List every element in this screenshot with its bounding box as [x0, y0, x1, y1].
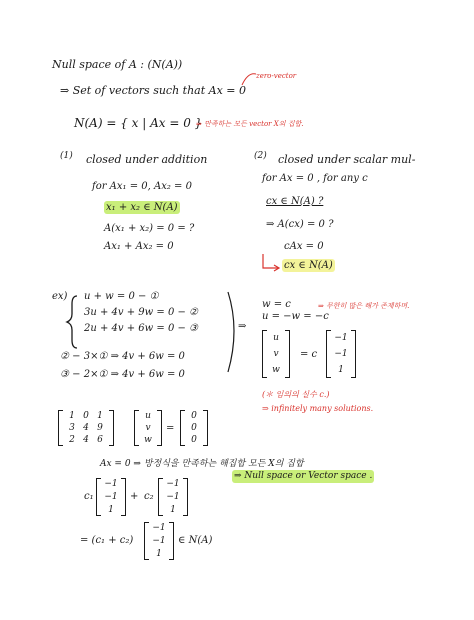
example-label: ex)	[52, 291, 68, 302]
item-1-line3: A(x₁ + x₂) = 0 = ?	[104, 223, 195, 234]
vec-cell: −1	[334, 333, 348, 343]
equals-c: = c	[300, 349, 318, 360]
infinitely-many-note: ⇒ infinitely many solutions.	[262, 404, 374, 413]
equation-1: u + w = 0 − ①	[84, 291, 159, 302]
basis-vector-sum	[144, 522, 174, 560]
item-1-line1: for Ax₁ = 0, Ax₂ = 0	[92, 181, 192, 192]
matrix-cell: 1	[69, 411, 75, 421]
basis-vector-1	[96, 478, 126, 516]
solution-vector-uvw	[262, 330, 290, 378]
u-equals-neg-c: u = −w = −c	[262, 311, 329, 322]
plus-sign: +	[130, 491, 139, 502]
vec-cell: 1	[108, 504, 114, 515]
matrix-cell: 9	[97, 423, 103, 433]
reduction-1: ② − 3×① ⇒ 4v + 6w = 0	[60, 351, 185, 362]
vec-cell: w	[144, 435, 152, 445]
page-title: Null space of A : (N(A))	[52, 58, 183, 71]
set-note: ⇒ 만족하는 모든 vector X의 집합.	[196, 120, 304, 128]
vec-cell: −1	[152, 523, 166, 534]
item-2-line3: ⇒ A(cx) = 0 ?	[266, 219, 334, 230]
null-space-conclusion: ⇒ Null space or Vector space .	[234, 471, 373, 481]
vector-x	[134, 410, 162, 446]
direction-vector	[326, 330, 356, 378]
item-2-line1: for Ax = 0 , for any c	[262, 173, 368, 184]
c2-label: c₂	[144, 491, 154, 502]
vec-cell: 0	[191, 411, 197, 421]
matrix-cell: 4	[83, 435, 89, 445]
reduction-2: ③ − 2×① ⇒ 4v + 6w = 0	[60, 369, 185, 380]
vec-cell: v	[273, 349, 279, 359]
matrix-cell: 2	[69, 435, 75, 445]
sum-coefficient: = (c₁ + c₂)	[80, 535, 134, 546]
item-1-line4: Ax₁ + Ax₂ = 0	[104, 241, 174, 252]
line-definition: ⇒ Set of vectors such that Ax = 0	[60, 84, 247, 97]
vec-cell: 0	[191, 423, 197, 433]
c1-label: c₁	[84, 491, 94, 502]
vec-cell: −1	[104, 491, 118, 502]
vec-cell: −1	[334, 349, 348, 359]
vec-cell: −1	[166, 491, 180, 502]
membership-N-A: ∈ N(A)	[178, 535, 213, 546]
item-2-heading: closed under scalar mul-	[278, 153, 416, 166]
zero-vector-note: zero-vector	[256, 72, 297, 80]
basis-vector-2	[158, 478, 188, 516]
vec-cell: 1	[156, 548, 162, 559]
vec-cell: −1	[166, 479, 180, 490]
vec-cell: −1	[152, 535, 166, 546]
vec-cell: 1	[338, 365, 344, 375]
vec-cell: v	[145, 423, 151, 433]
matrix-cell: 1	[97, 411, 103, 421]
item-2-line5: cx ∈ N(A)	[284, 260, 333, 271]
item-1-heading: closed under addition	[86, 153, 208, 166]
equation-2: 3u + 4v + 9w = 0 − ②	[84, 307, 199, 318]
item-2-number: (2)	[254, 151, 267, 161]
matrix-cell: 6	[97, 435, 103, 445]
equation-3: 2u + 4v + 6w = 0 − ③	[84, 323, 199, 334]
infinite-solutions-note: ⇒ 무한히 많은 해가 존재하며.	[318, 302, 410, 310]
vec-cell: 0	[191, 435, 197, 445]
vec-cell: 1	[170, 504, 176, 515]
vec-cell: w	[272, 365, 280, 375]
vec-cell: u	[273, 333, 279, 343]
real-number-note: (＊ 임의의 실수 c.)	[262, 390, 330, 399]
zero-vector	[180, 410, 208, 446]
implies-arrow: ⇒	[238, 321, 247, 332]
null-space-set: N(A) = { x | Ax = 0 }	[74, 116, 203, 130]
vec-cell: −1	[104, 479, 118, 490]
item-2-line2: cx ∈ N(A) ?	[266, 196, 324, 207]
item-2-line4: cAx = 0	[284, 241, 324, 252]
matrix-A	[58, 410, 114, 446]
item-1-line2: x₁ + x₂ ∈ N(A)	[106, 202, 178, 213]
matrix-equals: =	[166, 423, 175, 434]
matrix-cell: 4	[83, 423, 89, 433]
w-equals-c: w = c	[262, 299, 291, 310]
matrix-cell: 0	[83, 411, 89, 421]
vec-cell: u	[145, 411, 151, 421]
item-1-number: (1)	[60, 151, 73, 161]
matrix-cell: 3	[69, 423, 75, 433]
solution-set-line: Ax = 0 ⇒ 방정식을 만족하는 해집합 모든 X의 집합	[100, 459, 304, 469]
